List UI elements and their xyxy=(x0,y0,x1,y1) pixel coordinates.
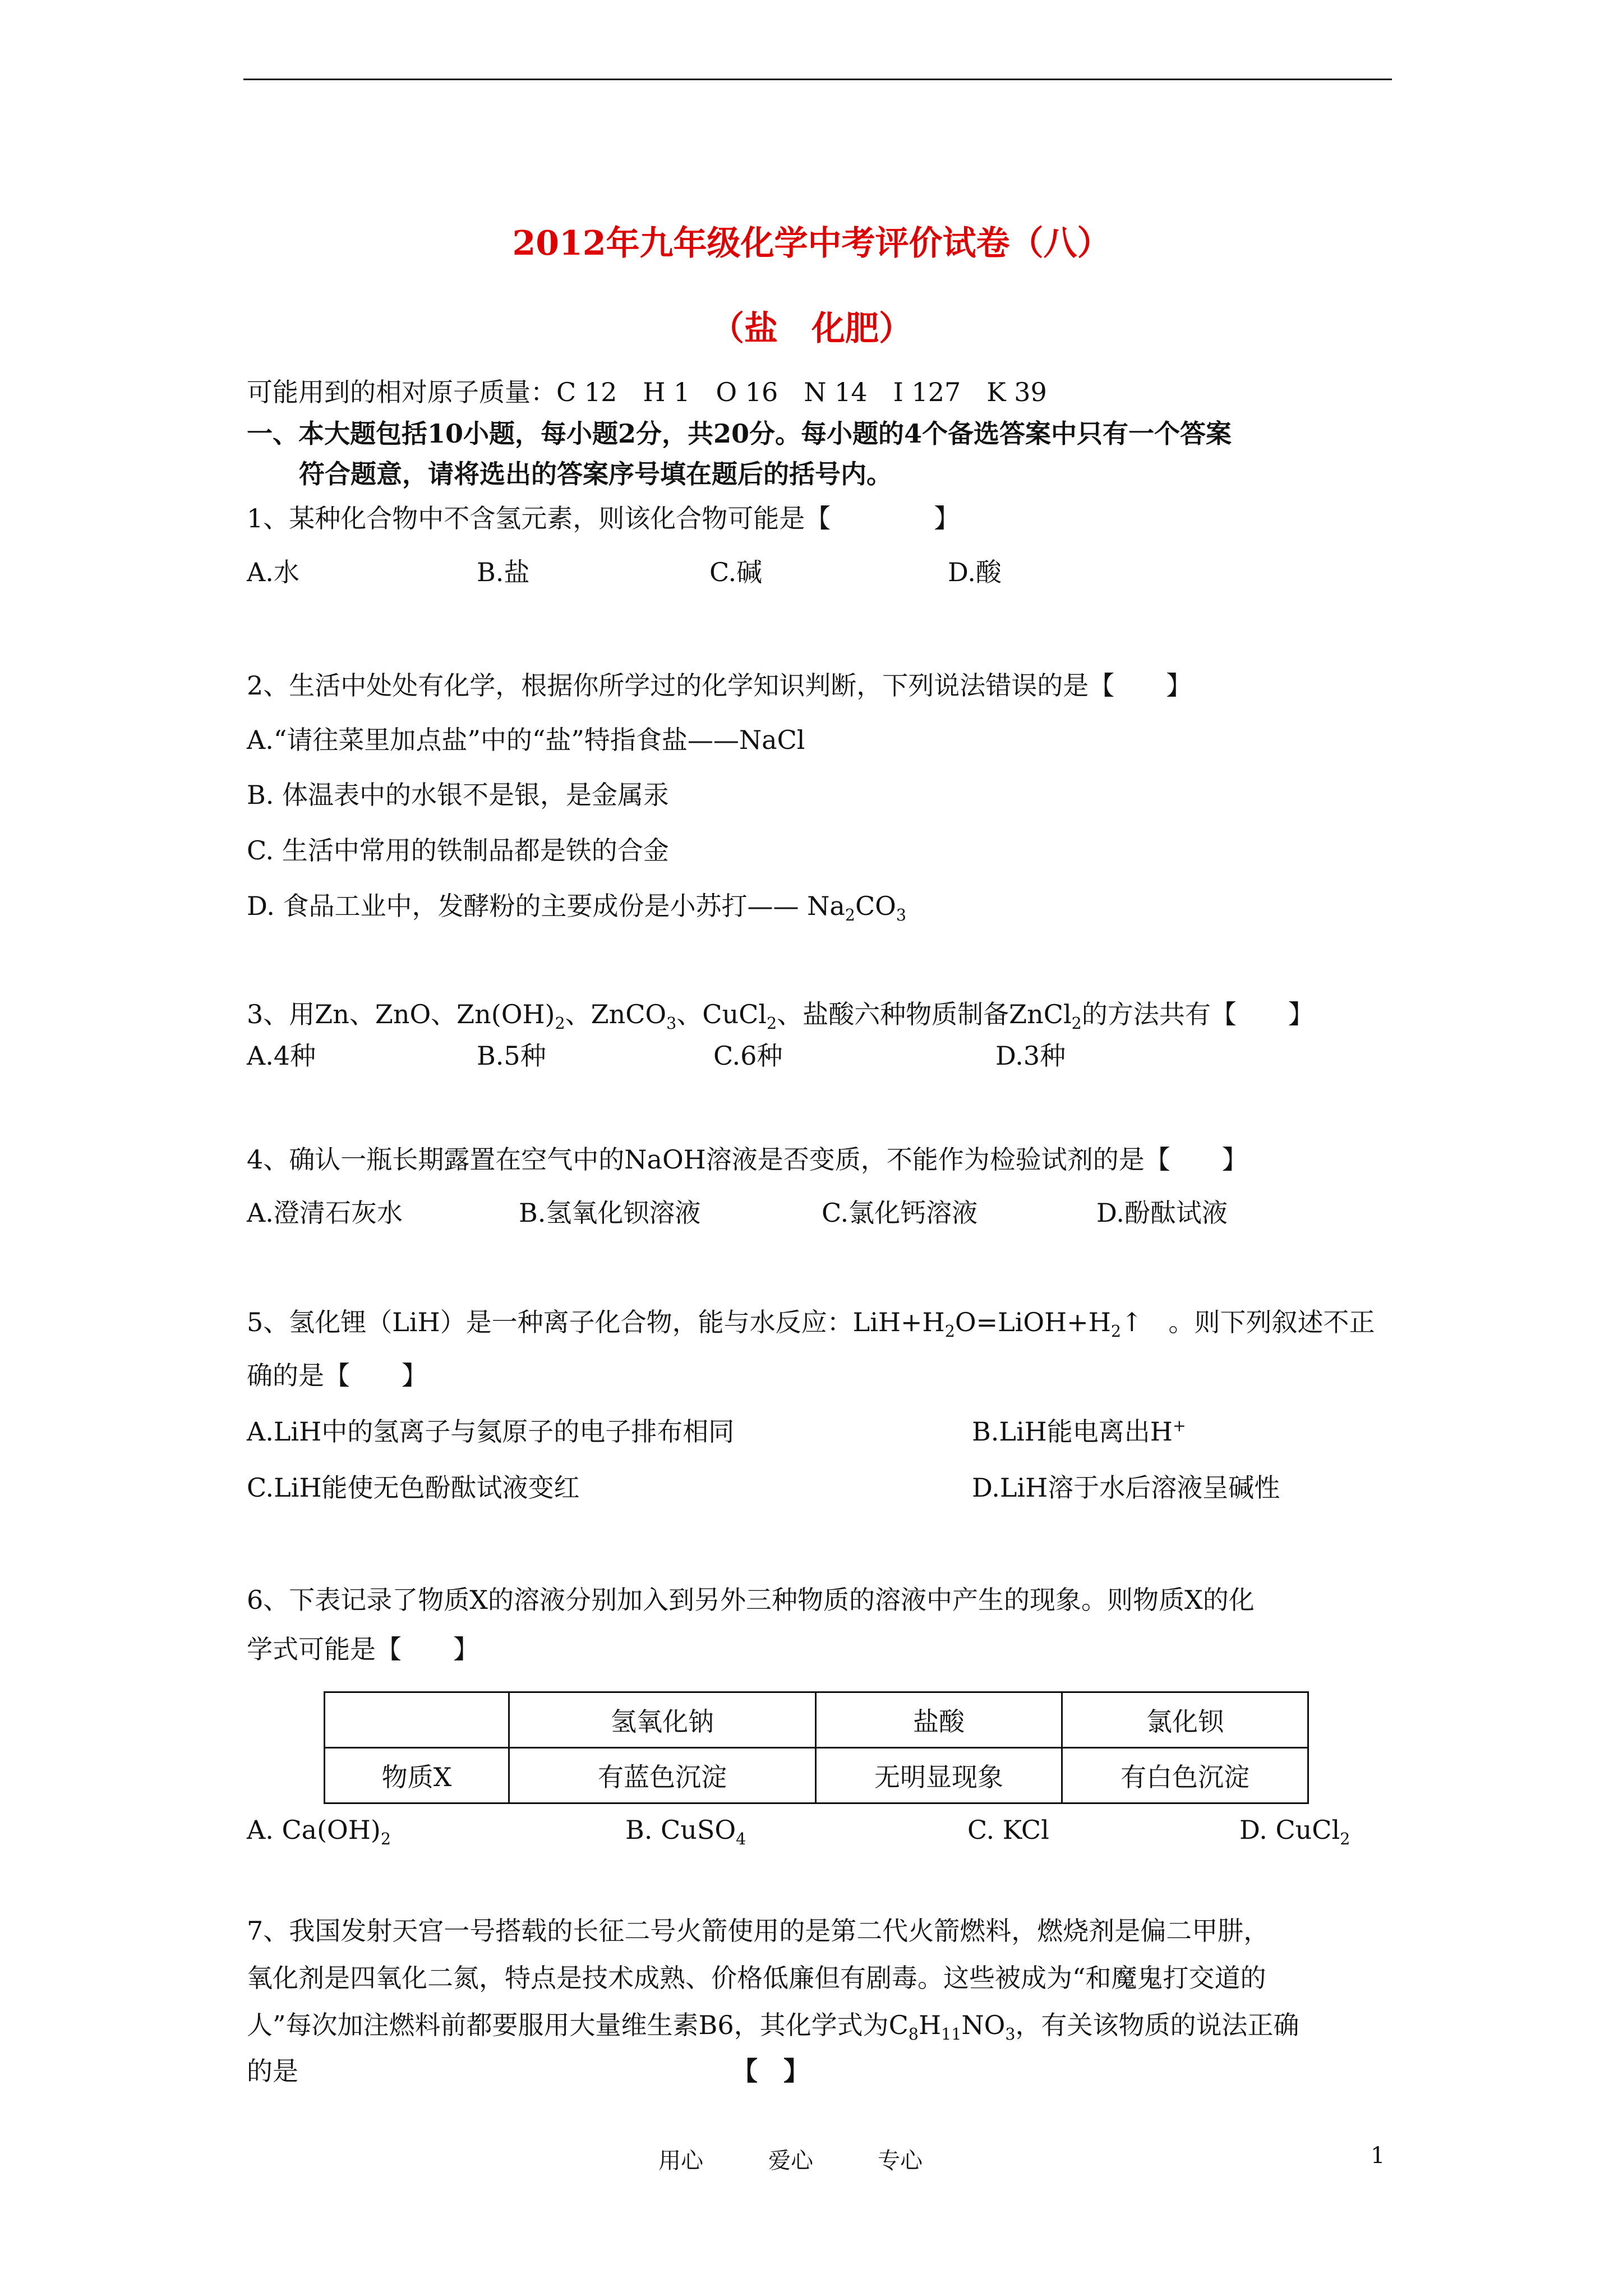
q6-stem-line2: 学式可能是【 】 xyxy=(247,1634,479,1664)
q7-stem-line4: 的是 xyxy=(247,2056,298,2086)
page-number: 1 xyxy=(1371,2143,1385,2169)
table-row xyxy=(325,1748,1308,1803)
table-cell: 盐酸 xyxy=(816,1692,1062,1748)
table-row xyxy=(325,1692,1308,1748)
table-cell: 有蓝色沉淀 xyxy=(509,1748,816,1803)
table-cell: 有白色沉淀 xyxy=(1062,1748,1308,1803)
section1-instruction-line1: 一、本大题包括10小题，每小题2分，共20分。每小题的4个备选答案中只有一个答案 xyxy=(247,418,1232,449)
footer-word: 用心 xyxy=(658,2148,703,2174)
table-cell: 无明显现象 xyxy=(816,1748,1062,1803)
q5-option-c: C.LiH能使无色酚酞试液变红 xyxy=(247,1473,580,1503)
q6-option-c: C. KCl xyxy=(967,1815,1049,1845)
q7-stem-line1: 7、我国发射天宫一号搭载的长征二号火箭使用的是第二代火箭燃料，燃烧剂是偏二甲肼， xyxy=(247,1916,1270,1946)
q5-option-b: B.LiH能电离出H+ xyxy=(972,1416,1186,1447)
q2-option-c: C. 生活中常用的铁制品都是铁的合金 xyxy=(247,835,669,866)
q2-stem: 2、生活中处处有化学，根据你所学过的化学知识判断，下列说法错误的是【 】 xyxy=(247,670,1192,701)
q2-option-a: A.“请往菜里加点盐”中的“盐”特指食盐——NaCl xyxy=(247,725,805,755)
q2-option-b: B. 体温表中的水银不是银，是金属汞 xyxy=(247,780,670,810)
q7-answer-bracket: 【 】 xyxy=(732,2056,809,2086)
q6-option-d: D. CuCl$_2$ xyxy=(1239,1815,1350,1849)
atomic-masses: 可能用到的相对原子质量：C 12 H 1 O 16 N 14 I 127 K 39 xyxy=(247,377,1047,407)
page-subtitle: （盐 化肥） xyxy=(711,309,912,348)
section1-instruction-line2: 符合题意，请将选出的答案序号填在题后的括号内。 xyxy=(299,459,892,489)
q4-option-d: D.酚酞试液 xyxy=(1096,1198,1228,1228)
q3-option-b: B.5种 xyxy=(477,1041,546,1071)
footer-word: 专心 xyxy=(878,2148,923,2174)
table-cell: 物质X xyxy=(325,1748,509,1803)
table-cell xyxy=(325,1692,509,1748)
q4-option-c: C.氯化钙溶液 xyxy=(822,1198,978,1228)
header-rule xyxy=(243,79,1392,80)
table-cell: 氢氧化钠 xyxy=(509,1692,816,1748)
q7-stem-line2: 氧化剂是四氧化二氮，特点是技术成熟、价格低廉但有剧毒。这些被成为“和魔鬼打交道的 xyxy=(247,1963,1266,1993)
q5-stem-line2: 确的是【 】 xyxy=(247,1360,427,1391)
q3-option-c: C.6种 xyxy=(713,1041,783,1071)
q4-stem: 4、确认一瓶长期露置在空气中的NaOH溶液是否变质，不能作为检验试剂的是【 】 xyxy=(247,1144,1248,1175)
q3-stem: 3、用Zn、ZnO、$Zn(OH)_2$、ZnCO$_3$、CuCl$_2$、盐酸六种物质制备ZnCl$_2$的方法共有【 】 xyxy=(247,999,1314,1033)
q1-option-d: D.酸 xyxy=(948,557,1002,587)
footer-word: 爱心 xyxy=(768,2148,813,2174)
q4-option-b: B.氢氧化钡溶液 xyxy=(519,1198,701,1228)
q7-stem-line3: 人”每次加注燃料前都要服用大量维生素B6，其化学式为$C_8H_{11}NO_3$，有关该物质的说法正确 xyxy=(247,2010,1299,2044)
q6-option-a: A. $Ca(OH)_2$ xyxy=(247,1815,391,1849)
q1-stem: 1、某种化合物中不含氢元素，则该化合物可能是【 】 xyxy=(247,503,960,533)
q3-option-d: D.3种 xyxy=(995,1041,1066,1071)
q5-option-a: A.LiH中的氢离子与氦原子的电子排布相同 xyxy=(247,1416,735,1447)
q2-option-d: D. 食品工业中，发酵粉的主要成份是小苏打—— $Na_2CO_3$ xyxy=(247,891,907,925)
q4-option-a: A.澄清石灰水 xyxy=(247,1198,403,1228)
q5-stem-line1: 5、氢化锂（LiH）是一种离子化合物，能与水反应：$LiH+H_2O=LiOH+H_2↑$ 。则下列叙述不正 xyxy=(247,1307,1375,1341)
q1-option-a: A.水 xyxy=(247,557,299,587)
q3-option-a: A.4种 xyxy=(247,1041,316,1071)
q6-table xyxy=(324,1691,1309,1804)
table-cell: 氯化钡 xyxy=(1062,1692,1308,1748)
q6-option-b: B. CuSO$_4$ xyxy=(625,1815,746,1849)
q1-option-c: C.碱 xyxy=(709,557,763,587)
q6-stem-line1: 6、下表记录了物质X的溶液分别加入到另外三种物质的溶液中产生的现象。则物质X的化 xyxy=(247,1585,1255,1615)
page-title: 2012年九年级化学中考评价试卷（八） xyxy=(512,224,1111,263)
q1-option-b: B.盐 xyxy=(477,557,530,587)
q5-option-d: D.LiH溶于水后溶液呈碱性 xyxy=(972,1473,1280,1503)
